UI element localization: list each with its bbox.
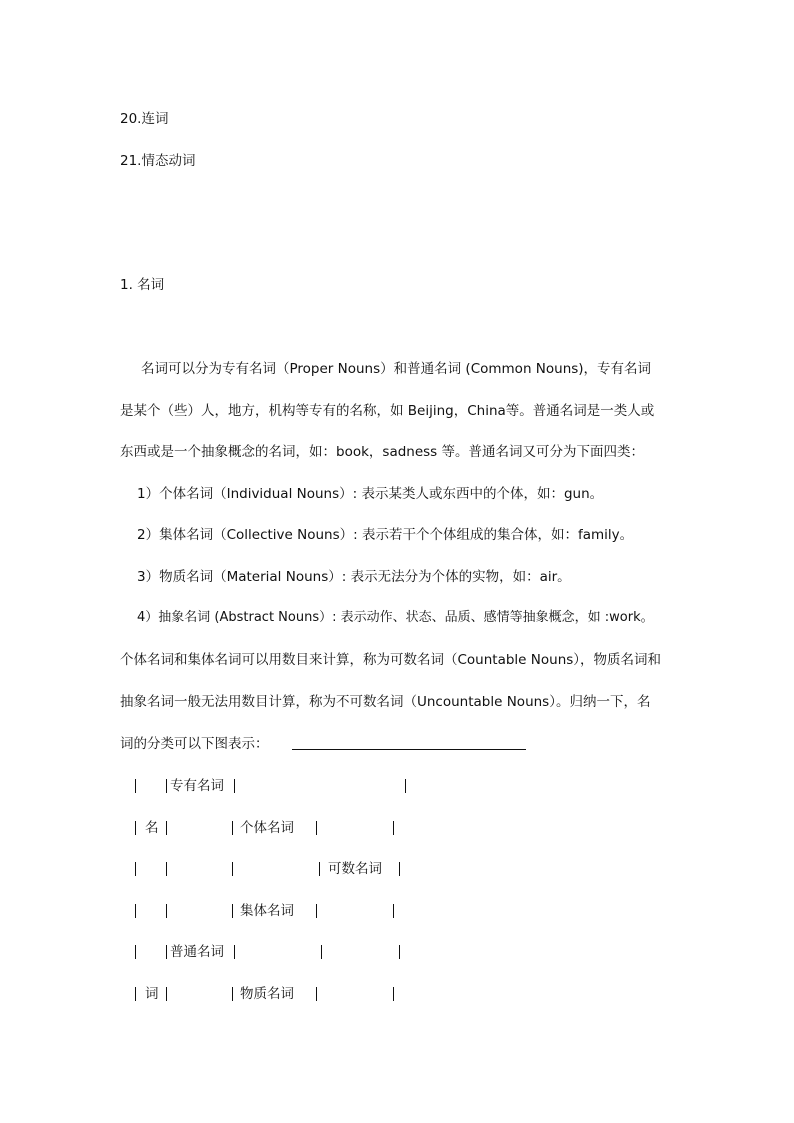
diagram-bar (166, 904, 167, 918)
diagram-bar (232, 904, 233, 918)
toc-item-21: 21.情态动词 (120, 153, 196, 169)
diagram-bar (135, 821, 136, 835)
diagram-bar (135, 904, 136, 918)
diagram-bar (135, 987, 136, 1001)
diagram-bar (393, 987, 394, 1001)
category-item-1: 1）个体名词（Individual Nouns）: 表示某类人或东西中的个体，如：gun。 (137, 486, 604, 502)
diagram-noun-char-2: 词 (145, 986, 159, 1002)
diagram-bar (135, 945, 136, 959)
diagram-bar (234, 945, 235, 959)
summary-line-3: 词的分类可以下图表示： (120, 736, 269, 752)
toc-item-20: 20.连词 (120, 111, 169, 127)
diagram-bar (393, 904, 394, 918)
diagram-common-noun: 普通名词 (170, 944, 224, 960)
diagram-bar (405, 779, 406, 793)
diagram-material-noun: 物质名词 (240, 986, 294, 1002)
diagram-bar (135, 779, 136, 793)
diagram-bar (232, 862, 233, 876)
paragraph-line-3: 东西或是一个抽象概念的名词，如：book，sadness 等。普通名词又可分为下面四类： (120, 444, 645, 460)
diagram-bar (166, 779, 167, 793)
diagram-bar (135, 862, 136, 876)
summary-line-1: 个体名词和集体名词可以用数目来计算，称为可数名词（Countable Nouns），物质名词和 (120, 652, 662, 668)
diagram-bar (166, 821, 167, 835)
summary-line-2: 抽象名词一般无法用数目计算，称为不可数名词（Uncountable Nouns）。归纳一下，名 (120, 694, 651, 710)
diagram-proper-noun: 专有名词 (170, 778, 224, 794)
diagram-bar (166, 945, 167, 959)
diagram-countable-noun: 可数名词 (328, 861, 382, 877)
section-heading: 1. 名词 (120, 277, 165, 293)
diagram-individual-noun: 个体名词 (240, 820, 294, 836)
diagram-bar (234, 779, 235, 793)
diagram-collective-noun: 集体名词 (240, 903, 294, 919)
diagram-bar (316, 904, 317, 918)
diagram-bar (399, 862, 400, 876)
diagram-bar (232, 821, 233, 835)
diagram-bar (166, 862, 167, 876)
paragraph-line-2: 是某个（些）人，地方，机构等专有的名称，如 Beijing，China等。普通名词是一类人或 (120, 403, 655, 419)
diagram-bar (166, 987, 167, 1001)
category-item-4: 4）抽象名词 (Abstract Nouns）: 表示动作、状态、品质、感情等抽象概念，如 :work。 (137, 610, 654, 625)
blank-underline (292, 749, 526, 750)
paragraph-line-1: 名词可以分为专有名词（Proper Nouns）和普通名词 (Common Nouns)，专有名词 (141, 361, 652, 377)
category-item-3: 3）物质名词（Material Nouns）: 表示无法分为个体的实物，如：air。 (137, 569, 571, 585)
diagram-bar (316, 987, 317, 1001)
diagram-noun-char-1: 名 (145, 820, 159, 836)
diagram-bar (319, 862, 320, 876)
diagram-bar (232, 987, 233, 1001)
category-item-2: 2）集体名词（Collective Nouns）: 表示若干个个体组成的集合体，如：family。 (137, 527, 634, 543)
diagram-bar (321, 945, 322, 959)
diagram-bar (316, 821, 317, 835)
diagram-bar (393, 821, 394, 835)
diagram-bar (399, 945, 400, 959)
